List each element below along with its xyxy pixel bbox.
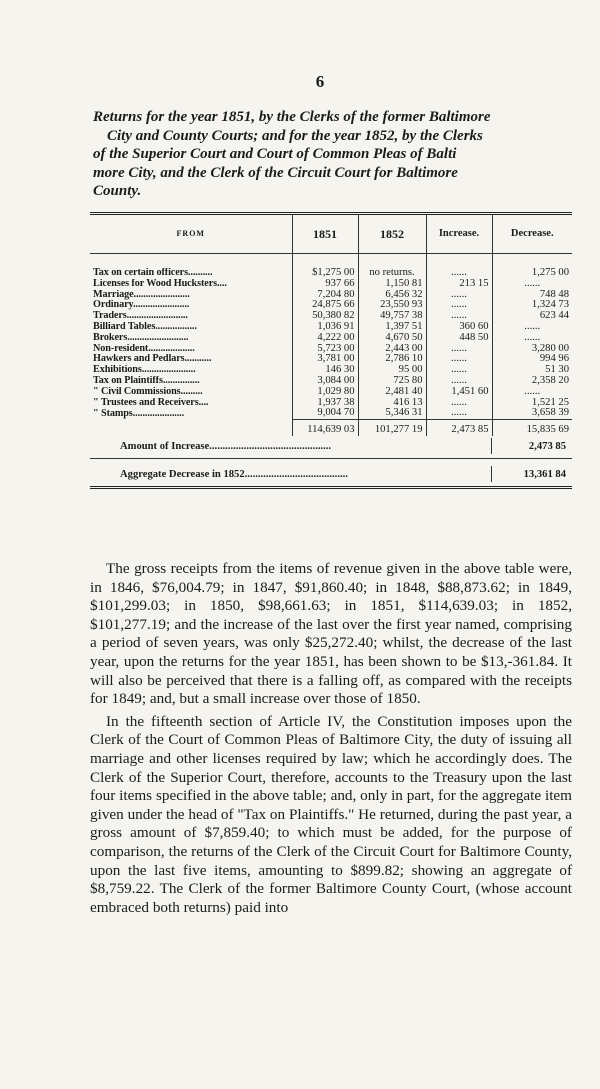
cell-decrease: ...... <box>492 322 572 333</box>
column-header-increase: Increase. <box>426 215 492 254</box>
table-row <box>90 387 572 398</box>
cell-decrease: 3,658 39 <box>492 408 572 419</box>
row-label: Billiard Tables................. <box>93 321 197 332</box>
row-label: Licenses for Wood Hucksters.... <box>93 278 227 289</box>
cell-1851: $1,275 00 <box>292 268 358 279</box>
cell-decrease: ...... <box>492 387 572 398</box>
row-label: " Stamps..................... <box>93 408 185 419</box>
cell-1851: 937 66 <box>292 279 358 290</box>
cell-1851: 146 30 <box>292 365 358 376</box>
cell-1851: 24,875 66 <box>292 300 358 311</box>
heading-line: Returns for the year 1851, by the Clerks of the former Baltimore <box>93 109 491 125</box>
cell-increase: ...... <box>426 365 492 376</box>
cell-1852: 4,670 50 <box>358 333 426 344</box>
row-label: " Civil Commissions......... <box>93 386 203 397</box>
cell-1851: 1,036 91 <box>292 322 358 333</box>
row-label: " Trustees and Receivers.... <box>93 397 209 408</box>
cell-decrease: 2,358 20 <box>492 376 572 387</box>
cell-decrease: ...... <box>492 279 572 290</box>
summary-area <box>90 436 572 506</box>
bottom-rule <box>90 486 572 489</box>
cell-1852: 725 80 <box>358 376 426 387</box>
cell-decrease: 1,521 25 <box>492 398 572 409</box>
row-label: Non-resident................... <box>93 343 195 354</box>
summary-divider <box>90 458 572 459</box>
cell-1851: 3,084 00 <box>292 376 358 387</box>
cell-1852: 416 13 <box>358 398 426 409</box>
page-number: 6 <box>315 72 325 91</box>
cell-1851: 4,222 00 <box>292 333 358 344</box>
cell-1851: 9,004 70 <box>292 408 358 419</box>
table-row <box>90 408 572 419</box>
cell-increase: 360 60 <box>426 322 492 333</box>
totals-blank <box>90 420 292 437</box>
column-header-from: FROM <box>90 215 292 254</box>
heading-line: of the Superior Court and Court of Common Pleas of Balti <box>93 146 457 162</box>
cell-1851: 7,204 80 <box>292 290 358 301</box>
cell-1852: 95 00 <box>358 365 426 376</box>
cell-1852: 5,346 31 <box>358 408 426 419</box>
heading-line: more City, and the Clerk of the Circuit Court for Baltimore <box>93 164 458 181</box>
cell-increase: ...... <box>426 398 492 409</box>
cell-1852: 2,786 10 <box>358 354 426 365</box>
cell-increase: 1,451 60 <box>426 387 492 398</box>
cell-decrease: 748 48 <box>492 290 572 301</box>
cell-decrease: 994 96 <box>492 354 572 365</box>
body-text <box>90 560 572 917</box>
table-heading <box>93 108 513 201</box>
row-label: Brokers......................... <box>93 332 189 343</box>
table-header-row <box>90 215 572 254</box>
cell-decrease: 623 44 <box>492 311 572 322</box>
row-label: Tax on Plaintiffs............... <box>93 375 200 386</box>
cell-increase: ...... <box>426 354 492 365</box>
totals-row <box>90 420 572 437</box>
cell-1852: 6,456 32 <box>358 290 426 301</box>
table-body <box>90 254 572 437</box>
cell-1852: no returns. <box>358 268 426 279</box>
cell-increase: ...... <box>426 290 492 301</box>
cell-1852: 1,150 81 <box>358 279 426 290</box>
heading-line: County. <box>93 183 142 199</box>
cell-1851: 1,029 80 <box>292 387 358 398</box>
cell-1852: 49,757 38 <box>358 311 426 322</box>
cell-1852: 1,397 51 <box>358 322 426 333</box>
aggregate-decrease-value: 13,361 84 <box>491 466 572 482</box>
cell-1852: 2,443 00 <box>358 344 426 355</box>
table-row <box>90 333 572 344</box>
column-header-1851: 1851 <box>292 215 358 254</box>
cell-increase: 448 50 <box>426 333 492 344</box>
cell-decrease: 1,324 73 <box>492 300 572 311</box>
row-label: Ordinary....................... <box>93 300 190 311</box>
amount-of-increase-value: 2,473 85 <box>491 438 572 454</box>
total-cell-decrease: 15,835 69 <box>492 420 572 437</box>
cell-increase: ...... <box>426 376 492 387</box>
cell-1852: 23,550 93 <box>358 300 426 311</box>
column-header-decrease: Decrease. <box>492 215 572 254</box>
aggregate-decrease-row <box>90 466 572 482</box>
cell-increase: ...... <box>426 408 492 419</box>
spacer-row <box>90 254 572 269</box>
cell-decrease: 51 30 <box>492 365 572 376</box>
table-row <box>90 279 572 290</box>
cell-decrease: 3,280 00 <box>492 344 572 355</box>
cell-increase: ...... <box>426 344 492 355</box>
cell-increase: ...... <box>426 300 492 311</box>
cell-increase: ...... <box>426 268 492 279</box>
total-cell-increase: 2,473 85 <box>426 420 492 437</box>
cell-1851: 1,937 38 <box>292 398 358 409</box>
paragraph: In the fifteenth section of Article IV, the Constitution imposes upon the Clerk of the Court of Common Pleas of Baltimore City, the duty of issuing all marriage and other licenses required by law; which he accordingly does. The Clerk of the Superior Court, therefore, accounts to the Treasury upon the last four items specified in the above table; and, only in part, for the aggregate item given under the head of "Tax on Plaintiffs." He returned, during the past year, a gross amount of $7,859.40; to which must be added, for the purpose of comparison, the returns of the Clerk of the Circuit Court for Baltimore County, upon the last five items, amounting to $899.82; showing an aggregate of $8,759.22. The Clerk of the former Baltimore County Court, (whose account embraced both returns) paid into <box>90 712 572 916</box>
amount-of-increase-label: Amount of Increase.............................................. <box>120 440 332 452</box>
cell-decrease: ...... <box>492 333 572 344</box>
returns-table-container <box>90 212 572 506</box>
aggregate-decrease-label: Aggregate Decrease in 1852....................................... <box>120 468 348 480</box>
row-label: Marriage....................... <box>93 289 190 300</box>
total-cell-1851: 114,639 03 <box>292 420 358 437</box>
row-label: Tax on certain officers.......... <box>93 268 213 278</box>
cell-1852: 2,481 40 <box>358 387 426 398</box>
cell-1851: 3,781 00 <box>292 354 358 365</box>
row-label: Traders......................... <box>93 311 188 322</box>
paragraph: The gross receipts from the items of revenue given in the above table were, in 1846, $76,004.79; in 1847, $91,860.40; in 1848, $88,873.62; in 1849, $101,299.03; in 1850, $98,661.63; in 1851, $114,639.03; in 1852, $101,277.19; and the increase of the last over the first year named, comprising a period of seven years, was only $25,272.40; whilst, the decrease of the last year, upon the returns for the year 1851, has been shown to be $13,-361.84. It will also be perceived that there is a falling off, as compared with the receipts for 1849; and, but a small increase over those of 1850. <box>90 560 572 708</box>
row-label: Exhibitions...................... <box>93 365 196 376</box>
column-header-1852: 1852 <box>358 215 426 254</box>
cell-decrease: 1,275 00 <box>492 268 572 279</box>
cell-increase: 213 15 <box>426 279 492 290</box>
returns-table <box>90 215 572 436</box>
cell-increase: ...... <box>426 311 492 322</box>
cell-1851: 5,723 00 <box>292 344 358 355</box>
total-cell-1852: 101,277 19 <box>358 420 426 437</box>
heading-line: City and County Courts; and for the year 1852, by the Clerks <box>107 127 483 144</box>
cell-1851: 50,380 82 <box>292 311 358 322</box>
row-label: Hawkers and Pedlars........... <box>93 354 212 365</box>
amount-of-increase-row <box>90 438 572 454</box>
